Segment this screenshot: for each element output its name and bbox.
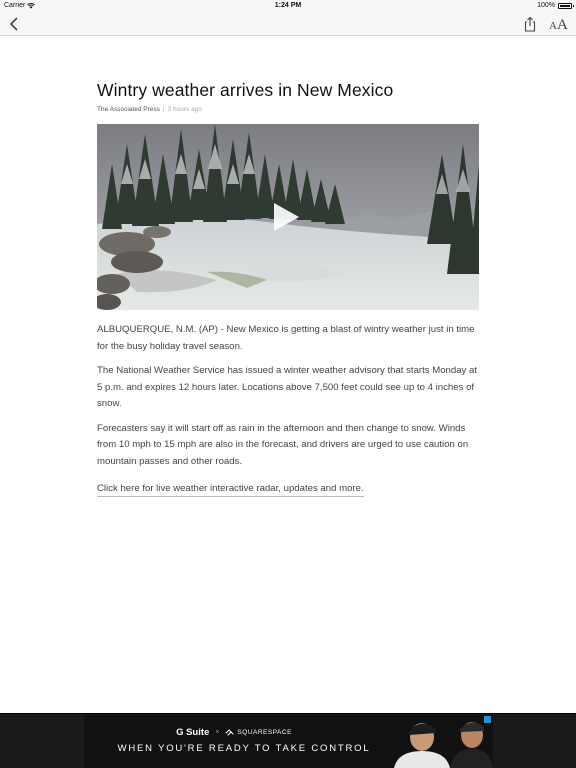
- timestamp: 3 hours ago: [167, 106, 202, 113]
- byline-separator: |: [162, 106, 165, 113]
- paragraph: The National Weather Service has issued a winter weather advisory that starts Monday at 5 p.m. and expires 12 hours later. Locations above 7,500 feet could see up to 4 inches of snow.: [97, 365, 478, 409]
- text-size-button[interactable]: [549, 16, 568, 34]
- share-icon[interactable]: [521, 15, 539, 33]
- squarespace-label: SQUARESPACE: [237, 729, 292, 736]
- ad-banner[interactable]: [84, 715, 493, 768]
- squarespace-logo: [225, 729, 292, 736]
- battery-icon: [558, 3, 572, 9]
- nav-bar: [0, 12, 576, 36]
- ad-bar: [0, 713, 576, 768]
- chevron-left-icon[interactable]: [6, 15, 24, 33]
- headline: Wintry weather arrives in New Mexico: [97, 80, 394, 100]
- battery-fill: [560, 5, 570, 7]
- ad-logos: [84, 727, 384, 738]
- ad-tagline: WHEN YOU'RE READY TO TAKE CONTROL: [117, 743, 371, 754]
- weather-radar-link[interactable]: Click here for live weather interactive radar, updates and more.: [97, 482, 364, 497]
- article-body: [97, 322, 479, 497]
- video-player[interactable]: [97, 124, 479, 310]
- gsuite-logo: G Suite: [176, 727, 210, 738]
- text-size-large-label: A: [556, 17, 568, 33]
- ad-choices-icon[interactable]: [484, 716, 491, 723]
- paragraph: ALBUQUERQUE, N.M. (AP) - New Mexico is getting a blast of wintry weather just in time for the busy holiday travel season.: [97, 324, 475, 352]
- source-name: The Associated Press: [97, 106, 160, 113]
- byline: [97, 105, 479, 114]
- play-icon[interactable]: [271, 201, 301, 233]
- squarespace-icon: [225, 729, 234, 736]
- status-bar: [0, 0, 576, 12]
- text-size-small-label: A: [549, 20, 557, 32]
- clock: 1:24 PM: [274, 2, 302, 9]
- battery-indicator: [537, 2, 572, 9]
- carrier-label: Carrier: [4, 2, 26, 9]
- battery-percent: 100%: [537, 2, 555, 9]
- paragraph: Forecasters say it will start off as rain in the afternoon and then change to snow. Winds from 10 mph to 15 mph are also in the forecast, and drivers are urged to use caution on mountain passes and other roads.: [97, 422, 469, 467]
- ad-times-sign: ×: [215, 729, 220, 736]
- ad-people-image: [384, 715, 493, 768]
- article: [97, 78, 479, 497]
